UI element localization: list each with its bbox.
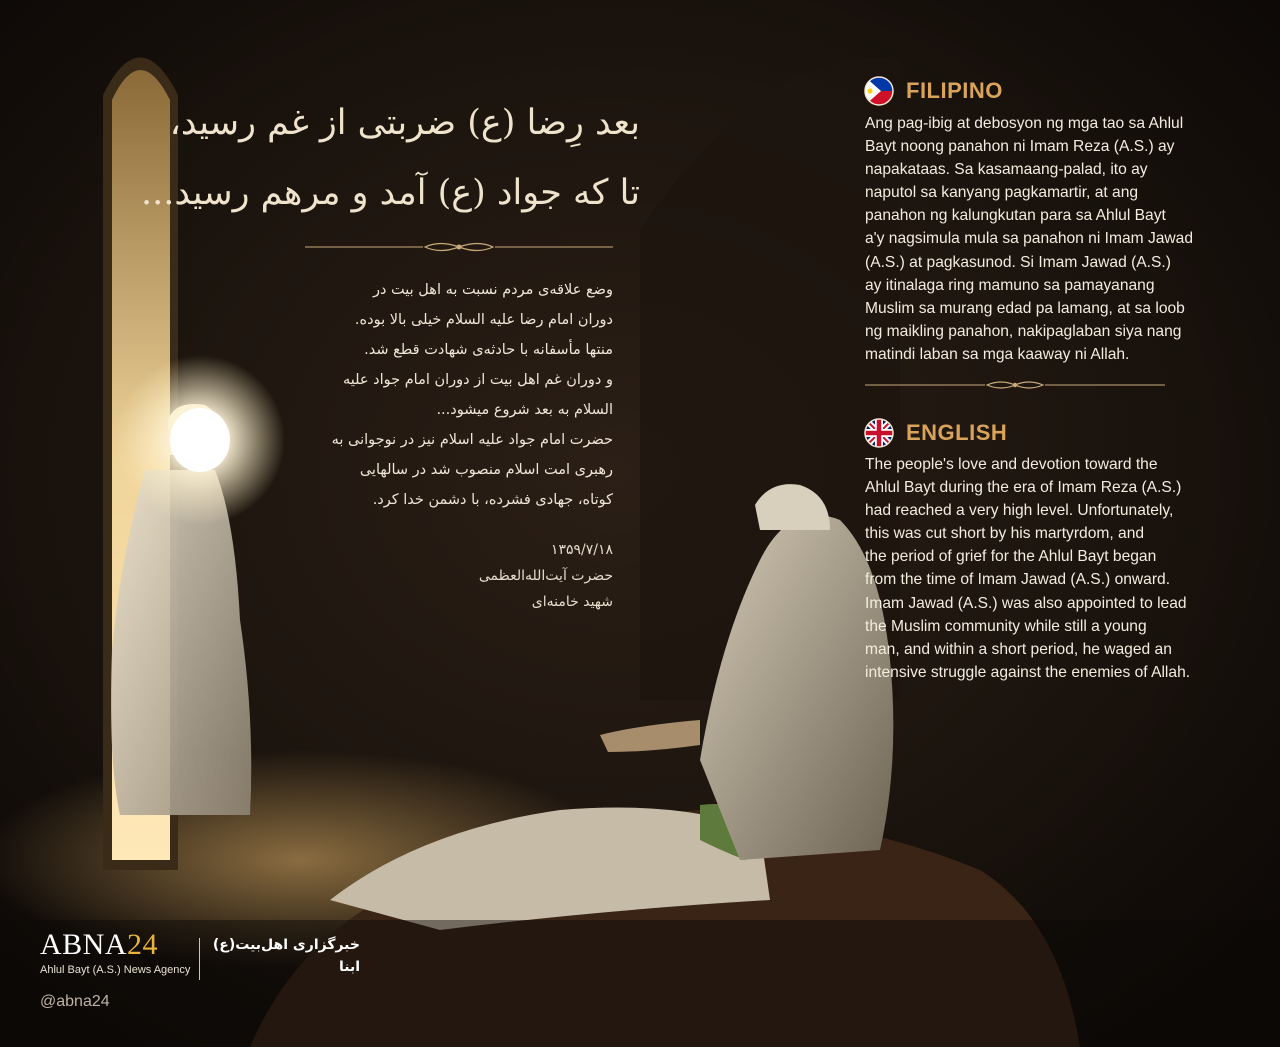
- persian-title-line: تا که جواد (ع) آمد و مرهم رسید...: [140, 173, 640, 213]
- logo-subtitle: Ahlul Bayt (A.S.) News Agency: [40, 964, 191, 976]
- filipino-line: Ang pag-ibig at debosyon ng mga tao sa Ahlul: [865, 115, 1184, 132]
- persian-quote-line: رهبری امت اسلام منصوب شد در سالهایی: [359, 462, 613, 478]
- filipino-heading: [864, 76, 1003, 106]
- filipino-line: Muslim sa murang edad pa lamang, at sa loob: [865, 299, 1185, 317]
- uk-flag-icon: [864, 418, 894, 448]
- persian-quote-line: منتها مأسفانه با حادثه‌ی شهادت قطع شد.: [364, 342, 613, 358]
- english-text: [865, 453, 1245, 684]
- filipino-line: ay itinalaga ring mamuno sa pamayanang: [865, 276, 1155, 294]
- english-line: from the time of Imam Jawad (A.S.) onward.: [865, 571, 1171, 589]
- quote-date: ۱۳۵۹/۷/۱۸: [550, 542, 613, 558]
- filipino-line: naputol sa kanyang pagkamartir, at ang: [865, 184, 1139, 202]
- persian-quote: [295, 275, 613, 515]
- abna-logo: [40, 928, 190, 976]
- filipino-line: napakataas. Sa kasamaang-palad, ito ay: [865, 161, 1148, 179]
- persian-title: [140, 88, 640, 228]
- filipino-line: panahon ng kalungkutan para sa Ahlul Bayt: [865, 207, 1166, 225]
- philippines-flag-icon: [864, 76, 894, 106]
- persian-signature: [420, 537, 613, 615]
- agency-name-line: خبرگزاری اهل‌بیت(ع): [212, 937, 360, 953]
- persian-quote-line: کوتاه، جهادی فشرده، با دشمن خدا کرد.: [372, 492, 613, 508]
- filipino-line: (A.S.) at pagkasunod. Si Imam Jawad (A.S.): [865, 253, 1171, 271]
- filipino-line: matindi laban sa mga kaaway ni Allah.: [865, 345, 1130, 363]
- english-line: the Muslim community while still a young: [865, 617, 1147, 635]
- persian-quote-line: وضع علاقه‌ی مردم نسبت به اهل بیت در: [372, 282, 613, 298]
- ornament-divider: [305, 240, 613, 254]
- filipino-line: a'y nagsimula mula sa panahon ni Imam Jawad: [865, 230, 1194, 248]
- signature-line: شهید خامنه‌ای: [531, 594, 613, 610]
- agency-name-persian: [212, 934, 360, 978]
- english-line: had reached a very high level. Unfortunately,: [865, 502, 1174, 520]
- filipino-heading-label: FILIPINO: [906, 78, 1003, 103]
- english-line: Ahlul Bayt during the era of Imam Reza (A.S.): [865, 479, 1182, 497]
- persian-quote-line: السلام به بعد شروع میشود...: [436, 402, 613, 418]
- logo-text: ABNA: [40, 928, 128, 961]
- english-line: this was cut short by his martyrdom, and: [865, 525, 1145, 543]
- filipino-line: ng maikling panahon, nakipaglaban siya nang: [865, 322, 1182, 340]
- filipino-text: [865, 112, 1245, 366]
- english-line: Imam Jawad (A.S.) was also appointed to lead: [865, 594, 1187, 612]
- agency-name-line: ابنا: [338, 959, 360, 975]
- english-line: intensive struggle against the enemies of Allah.: [865, 663, 1191, 681]
- filipino-line: Bayt noong panahon ni Imam Reza (A.S.) ay: [865, 138, 1175, 156]
- persian-quote-line: حضرت امام جواد علیه اسلام نیز در نوجوانی به: [331, 432, 613, 448]
- persian-title-line: بعد رِضا (ع) ضربتی از غم رسید،: [169, 103, 640, 143]
- ornament-divider: [865, 378, 1165, 392]
- persian-quote-line: دوران امام رضا علیه السلام خیلی بالا بوده.: [354, 312, 613, 328]
- logo-wordmark: [40, 928, 190, 962]
- english-heading: [864, 418, 1007, 448]
- signature-line: حضرت آیت‌الله‌العظمی: [478, 568, 613, 584]
- english-line: the period of grief for the Ahlul Bayt began: [865, 548, 1157, 566]
- english-heading-label: ENGLISH: [906, 420, 1008, 445]
- logo-number: 24: [127, 928, 159, 961]
- english-line: man, and within a short period, he waged an: [865, 640, 1172, 658]
- persian-quote-line: و دوران غم اهل بیت از دوران امام جواد علیه: [342, 372, 613, 388]
- logo-separator: [199, 938, 200, 980]
- english-line: The people's love and devotion toward the: [865, 456, 1158, 473]
- social-handle: @abna24: [40, 993, 110, 1010]
